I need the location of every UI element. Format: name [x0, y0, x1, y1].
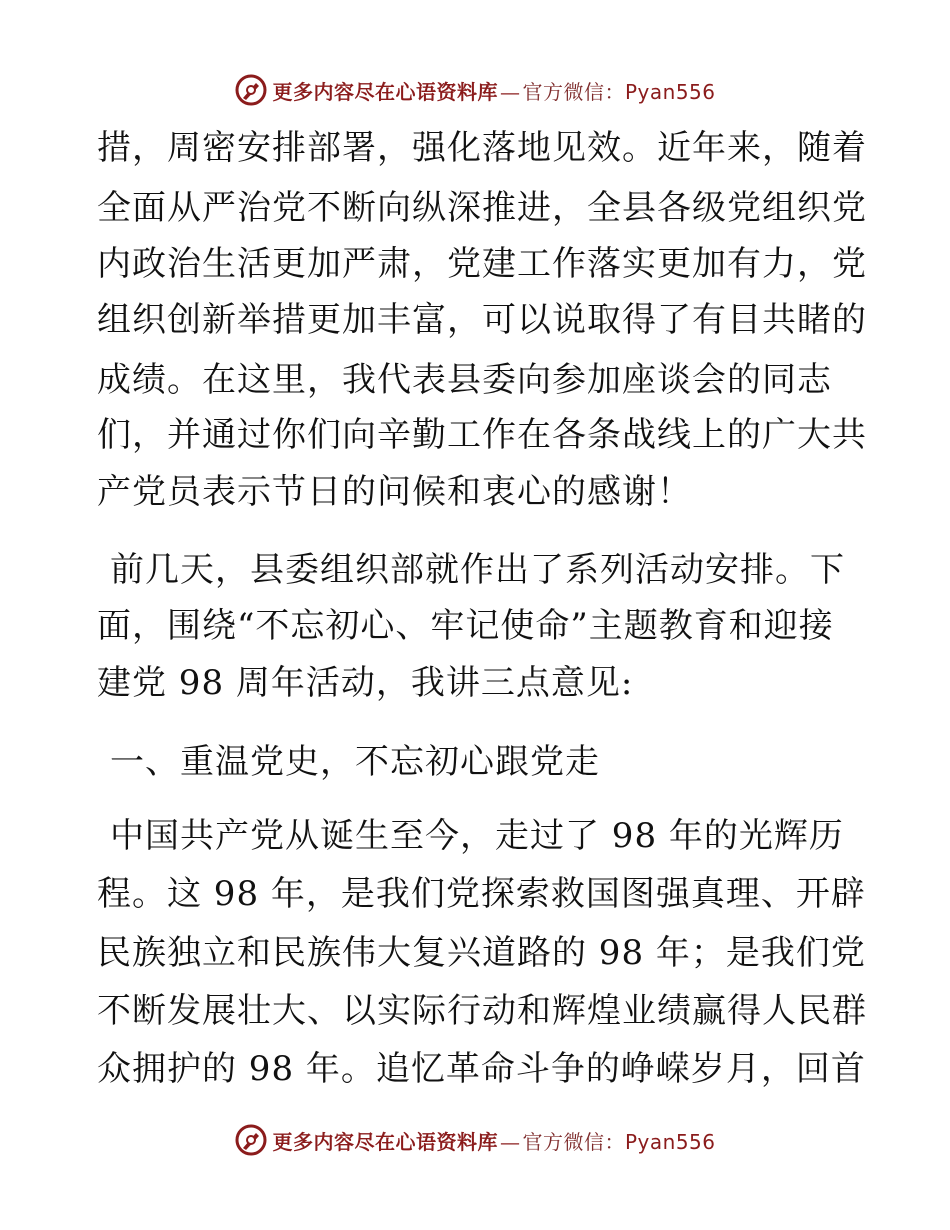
body-line: 程。这 98 年，是我们党探索救国图强真理、开辟 — [97, 874, 866, 914]
quill-logo-icon — [234, 73, 268, 107]
body-line: 面，围绕“不忘初心、牢记使命”主题教育和迎接 — [97, 606, 834, 646]
banner-wechat-id: Pyan556 — [624, 79, 716, 104]
watermark-text — [272, 76, 715, 105]
body-line: 产党员表示节日的问候和衷心的感谢！ — [97, 472, 692, 512]
banner-main-text: 更多内容尽在心语资料库 — [272, 79, 498, 104]
banner-wechat-id: Pyan556 — [624, 1129, 716, 1154]
header-watermark-banner — [0, 70, 950, 110]
paragraph-line: 前几天，县委组织部就作出了系列活动安排。下 — [110, 550, 845, 590]
body-line: 们，并通过你们向辛勤工作在各条战线上的广大共 — [97, 415, 867, 455]
banner-wechat-label: 官方微信： — [522, 79, 625, 104]
body-line: 建党 98 周年活动，我讲三点意见: — [97, 663, 634, 703]
body-line: 全面从严治党不断向纵深推进，全县各级党组织党 — [97, 188, 867, 228]
section-heading: 一、重温党史，不忘初心跟党走 — [110, 742, 600, 782]
body-line: 内政治生活更加严肃，党建工作落实更加有力，党 — [97, 244, 867, 284]
body-line: 成绩。在这里，我代表县委向参加座谈会的同志 — [97, 360, 832, 400]
banner-wechat-label: 官方微信： — [522, 1129, 625, 1154]
watermark-text — [272, 1126, 715, 1155]
body-line: 众拥护的 98 年。追忆革命斗争的峥嵘岁月，回首 — [97, 1049, 866, 1089]
quill-logo-icon — [234, 1123, 268, 1157]
body-line: 措，周密安排部署，强化落地见效。近年来，随着 — [97, 128, 867, 168]
body-line: 组织创新举措更加丰富，可以说取得了有目共睹的 — [97, 300, 867, 340]
body-line: 民族独立和民族伟大复兴道路的 98 年；是我们党 — [97, 933, 866, 973]
body-line: 不断发展壮大、以实际行动和辉煌业绩赢得人民群 — [97, 991, 867, 1031]
footer-watermark-banner — [0, 1120, 950, 1160]
banner-separator: — — [499, 79, 521, 104]
paragraph-line: 中国共产党从诞生至今，走过了 98 年的光辉历 — [110, 816, 844, 856]
banner-main-text: 更多内容尽在心语资料库 — [272, 1129, 498, 1154]
banner-separator: — — [499, 1129, 521, 1154]
